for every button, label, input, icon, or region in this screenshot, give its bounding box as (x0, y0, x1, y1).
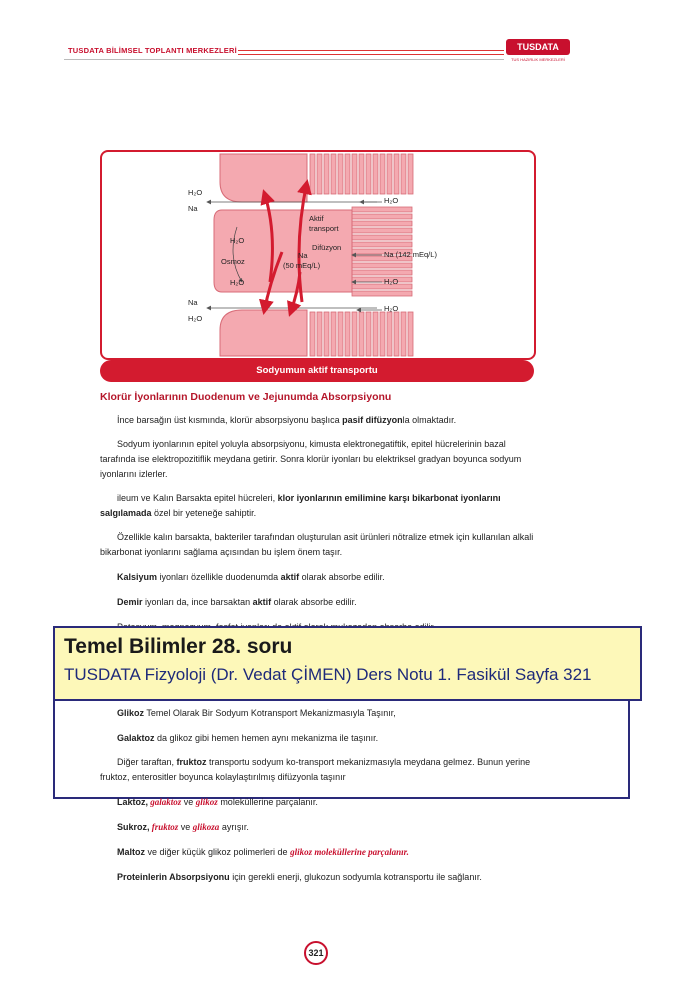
label-difuzyon: Difüzyon (312, 243, 342, 252)
paragraph-3: ileum ve Kalın Barsakta epitel hücreleri, klor iyonlarının emilimine karşı bikarbonat iyonlarını salgılamada özel bir yeteneğe sahiptir. (100, 493, 501, 518)
header-label: TUSDATA BİLİMSEL TOPLANTI MERKEZLERİ (68, 46, 237, 55)
label-na-top-left: Na (188, 204, 198, 213)
label-h2o-inner-bottom: H₂O (230, 278, 245, 287)
label-na-inner-conc: (50 mEq/L) (283, 261, 321, 270)
microvilli-top (310, 154, 413, 194)
label-h2o-bottom-right: H₂O (384, 304, 399, 313)
logo-text: TUSDATA (517, 42, 559, 52)
label-h2o-bottom-left: H₂O (188, 314, 203, 323)
logo-subtitle: TUS HAZIRLIK MERKEZLERİ (511, 57, 565, 62)
paragraph-6: Demir iyonları da, ince barsaktan aktif olarak absorbe edilir. (117, 597, 357, 607)
paragraph-1: İnce barsağın üst kısmında, klorür absorpsiyonu başlıca pasif difüzyonla olmaktadır. (117, 415, 457, 425)
question-title: Temel Bilimler 28. soru (64, 635, 293, 658)
paragraph-4: Özellikle kalın barsakta, bakteriler tarafından oluşturulan asit ürünleri nötralize etmek için kullanılan alkali bikarbonat iyonlarını sağlama açısından bu işlem önem taşır. (100, 532, 534, 557)
label-osmoz: Osmoz (221, 257, 245, 266)
label-na-inner: Na (298, 251, 308, 260)
tusdata-logo (506, 39, 570, 55)
figure-caption: Sodyumun aktif transportu (100, 360, 534, 382)
paragraph-11: Laktoz, galaktoz ve glikoz moleküllerine parçalanır. (117, 797, 318, 807)
label-h2o-top-left: H₂O (188, 188, 203, 197)
paragraph-8: Glikoz Temel Olarak Bir Sodyum Kotransport Mekanizmasıyla Taşınır, (117, 708, 396, 718)
paragraph-9: Galaktoz da glikoz gibi hemen hemen aynı mekanizma ile taşınır. (117, 733, 379, 743)
page-number: 321 (304, 941, 328, 965)
label-h2o-inner-top: H₂O (230, 236, 245, 245)
paragraph-13: Maltoz ve diğer küçük glikoz polimerleri de glikoz moleküllerine parçalanır. (117, 847, 409, 857)
figure-frame (100, 150, 536, 360)
microvilli-bottom (310, 312, 413, 356)
paragraph-2: Sodyum iyonlarının epitel yoluyla absorpsiyonu, kimusta elektronegatiftik, epitel hücrelerinin bazal tarafında ise elektropozitiflik meydana getirir. Sonra klorür iyonları bu elektriksel gradyan boyunca sodyum iyonlarını izlerler. (100, 439, 522, 479)
label-na-right: Na (142 mEq/L) (384, 250, 437, 259)
label-h2o-mid-right: H₂O (384, 277, 399, 286)
paragraph-10: Diğer taraftan, fruktoz transportu sodyum ko-transport mekanizmasıyla meydana gelmez. Bunun yerine fruktoz, enterositler boyunca kolaylaştırılmış difüzyonla taşınır (100, 757, 531, 782)
label-aktif: Aktif (309, 214, 324, 223)
transport-diagram (102, 152, 534, 358)
paragraph-5: Kalsiyum iyonları özellikle duodenumda aktif olarak absorbe edilir. (117, 572, 385, 582)
label-transport: transport (309, 224, 339, 233)
label-na-bottom-left: Na (188, 298, 198, 307)
paragraph-12: Sukroz, fruktoz ve glikoza ayrışır. (117, 822, 249, 832)
paragraph-14: Proteinlerin Absorpsiyonu için gerekli enerji, glukozun sodyumla kotransportu ile sağlanır. (117, 872, 482, 882)
header-rule-top (238, 50, 504, 51)
question-source: TUSDATA Fizyoloji (Dr. Vedat ÇİMEN) Ders Notu 1. Fasikül Sayfa 321 (64, 665, 592, 684)
label-h2o-top-right: H₂O (384, 196, 399, 205)
header-rule-gray (64, 59, 504, 60)
section-heading: Klorür İyonlarının Duodenum ve Jejunumda Absorpsiyonu (100, 391, 392, 403)
epithelial-cell-bottom (220, 310, 307, 356)
header-rule-bottom (238, 54, 504, 55)
